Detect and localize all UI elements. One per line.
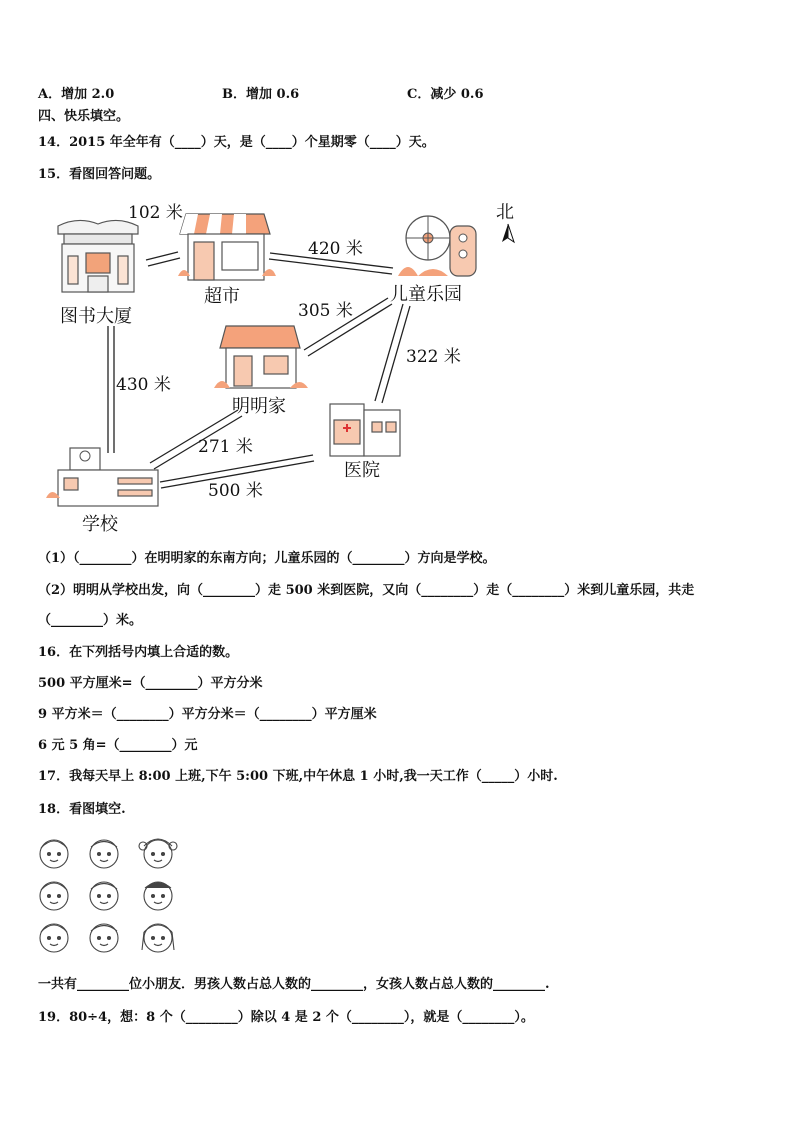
question-19: 19．80÷4，想：8 个（________）除以 4 是 2 个（________），就是（________）。	[38, 1010, 534, 1025]
dist-supermarket-park: 420 米	[308, 239, 363, 259]
label-hospital: 医院	[344, 460, 380, 481]
label-home: 明明家	[232, 396, 286, 417]
question-16-line3: 6 元 5 角=（________）元	[38, 738, 198, 753]
question-18-answer: 一共有________位小朋友．男孩人数占总人数的________，女孩人数占总人数的________.	[38, 977, 550, 992]
dist-school-home: 271 米	[198, 437, 253, 457]
section-title: 四、快乐填空。	[38, 109, 130, 124]
dist-library-supermarket: 102 米	[128, 203, 183, 223]
label-library: 图书大厦	[60, 306, 132, 327]
question-16-line2: 9 平方米＝（________）平方分米＝（________）平方厘米	[38, 707, 377, 722]
child-face-boy	[90, 840, 118, 868]
svg-text:北: 北	[496, 202, 514, 223]
question-14: 14．2015 年全年有（____）天，是（____）个星期零（____）天。	[38, 135, 435, 150]
dist-park-hospital: 322 米	[406, 347, 461, 367]
child-face-boy	[144, 882, 172, 910]
question-18-title: 18．看图填空.	[38, 802, 126, 817]
child-face-girl	[142, 924, 174, 952]
park-building	[398, 216, 476, 276]
child-face-girl	[40, 924, 68, 952]
question-15-sub2-line1: （2）明明从学校出发，向（________）走 500 米到医院，又向（________）走（________）米到儿童乐园，共走	[38, 583, 695, 598]
label-park: 儿童乐园	[390, 284, 462, 305]
child-face-boy	[90, 924, 118, 952]
option-a: A．增加 2.0	[38, 87, 115, 102]
label-school: 学校	[82, 514, 118, 535]
question-16-line1: 500 平方厘米=（________）平方分米	[38, 676, 263, 691]
child-face-girl	[139, 839, 177, 868]
north-arrow	[496, 202, 514, 242]
dist-library-school: 430 米	[116, 375, 171, 395]
child-face-boy	[90, 882, 118, 910]
dist-school-hospital: 500 米	[208, 481, 263, 501]
road-park-hospital	[375, 304, 410, 403]
map-diagram	[38, 198, 538, 538]
road-library-school	[108, 326, 114, 453]
label-supermarket: 超市	[204, 286, 240, 307]
child-face-girl	[40, 882, 68, 910]
question-15-sub1: （1）（________）在明明家的东南方向；儿童乐园的（________）方向是学校。	[38, 551, 496, 566]
option-b: B．增加 0.6	[222, 87, 300, 102]
road-library-supermarket	[146, 252, 180, 266]
question-16-title: 16．在下列括号内填上合适的数。	[38, 645, 239, 660]
children-faces	[38, 832, 188, 962]
option-c: C．减少 0.6	[407, 87, 484, 102]
question-15-sub2-line2: （________）米。	[38, 613, 143, 628]
home-building	[214, 326, 308, 388]
question-15-title: 15．看图回答问题。	[38, 167, 161, 182]
library-building	[58, 220, 138, 292]
supermarket-building	[178, 214, 276, 280]
hospital-building	[330, 404, 400, 456]
dist-home-park: 305 米	[298, 301, 353, 321]
question-17: 17．我每天早上 8:00 上班,下午 5:00 下班,中午休息 1 小时,我一天工作（_____）小时.	[38, 769, 558, 784]
school-building	[46, 448, 158, 506]
child-face-girl	[40, 840, 68, 868]
